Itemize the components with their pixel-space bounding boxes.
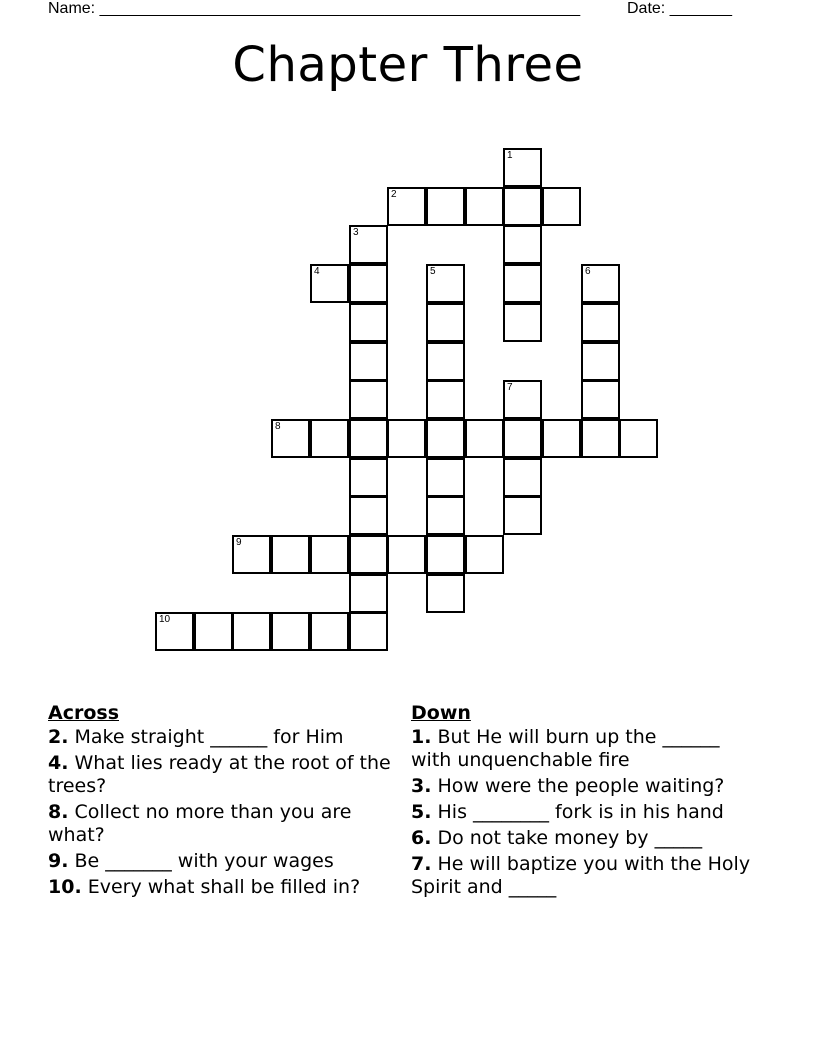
clue-number: 2. — [48, 726, 69, 748]
grid-cell[interactable] — [349, 496, 388, 535]
grid-cell[interactable] — [426, 264, 465, 303]
grid-cell[interactable] — [465, 419, 504, 458]
grid-cell[interactable] — [310, 612, 349, 651]
clue-number: 5. — [411, 801, 432, 823]
cell-number: 2 — [391, 189, 397, 200]
across-clue — [48, 752, 400, 798]
grid-cell[interactable] — [349, 458, 388, 497]
grid-cell[interactable] — [349, 419, 388, 458]
across-clue — [48, 876, 400, 899]
clue-number: 10. — [48, 876, 82, 898]
grid-cell[interactable] — [503, 419, 542, 458]
grid-cell[interactable] — [503, 264, 542, 303]
clue-text: Make straight ______ for Him — [74, 726, 344, 748]
clue-number: 3. — [411, 775, 432, 797]
clue-number: 7. — [411, 853, 432, 875]
across-clue — [48, 801, 400, 847]
clue-number: 4. — [48, 752, 69, 774]
grid-cell[interactable] — [465, 535, 504, 574]
grid-cell[interactable] — [503, 187, 542, 226]
grid-cell[interactable] — [387, 419, 426, 458]
across-clue — [48, 726, 400, 749]
across-heading: Across — [48, 702, 120, 724]
grid-cell[interactable] — [503, 380, 542, 419]
clue-text: What lies ready at the root of the trees? — [48, 752, 391, 797]
grid-cell[interactable] — [426, 535, 465, 574]
cell-number: 3 — [353, 227, 359, 238]
grid-cell[interactable] — [581, 264, 620, 303]
grid-cell[interactable] — [349, 535, 388, 574]
down-clue — [411, 827, 751, 850]
clue-number: 8. — [48, 801, 69, 823]
grid-cell[interactable] — [503, 148, 542, 187]
grid-cell[interactable] — [503, 496, 542, 535]
clue-number: 9. — [48, 850, 69, 872]
grid-cell[interactable] — [503, 303, 542, 342]
grid-cell[interactable] — [503, 458, 542, 497]
grid-cell[interactable] — [581, 303, 620, 342]
grid-cell[interactable] — [387, 187, 426, 226]
down-clues — [411, 702, 751, 902]
cell-number: 8 — [275, 421, 281, 432]
grid-cell[interactable] — [232, 612, 271, 651]
grid-cell[interactable] — [232, 535, 271, 574]
across-clue — [48, 850, 400, 873]
clue-number: 1. — [411, 726, 432, 748]
grid-cell[interactable] — [426, 380, 465, 419]
clue-text: Every what shall be filled in? — [87, 876, 361, 898]
grid-cell[interactable] — [349, 612, 388, 651]
grid-cell[interactable] — [155, 612, 194, 651]
grid-cell[interactable] — [542, 419, 581, 458]
down-clue — [411, 801, 751, 824]
grid-cell[interactable] — [426, 419, 465, 458]
grid-cell[interactable] — [465, 187, 504, 226]
grid-cell[interactable] — [619, 419, 658, 458]
cell-number: 1 — [507, 150, 513, 161]
grid-cell[interactable] — [349, 264, 388, 303]
cell-number: 5 — [430, 266, 436, 277]
cell-number: 9 — [236, 537, 242, 548]
grid-cell[interactable] — [581, 380, 620, 419]
grid-cell[interactable] — [426, 458, 465, 497]
cell-number: 6 — [585, 266, 591, 277]
grid-cell[interactable] — [310, 535, 349, 574]
grid-cell[interactable] — [581, 419, 620, 458]
grid-cell[interactable] — [426, 303, 465, 342]
grid-cell[interactable] — [581, 342, 620, 381]
grid-cell[interactable] — [426, 187, 465, 226]
grid-cell[interactable] — [426, 574, 465, 613]
grid-cell[interactable] — [349, 225, 388, 264]
clue-text: Be _______ with your wages — [74, 850, 334, 872]
name-field[interactable]: Name: ______________________________________________________ — [48, 0, 581, 17]
across-clues — [48, 702, 400, 902]
clue-number: 6. — [411, 827, 432, 849]
clue-text: How were the people waiting? — [437, 775, 725, 797]
clue-text: Collect no more than you are what? — [48, 801, 352, 846]
down-clue — [411, 775, 751, 798]
clue-text: He will baptize you with the Holy Spirit and _____ — [411, 853, 751, 898]
grid-cell[interactable] — [349, 574, 388, 613]
down-heading: Down — [411, 702, 471, 724]
cell-number: 7 — [507, 382, 513, 393]
cell-number: 10 — [159, 614, 171, 625]
grid-cell[interactable] — [310, 264, 349, 303]
grid-cell[interactable] — [349, 303, 388, 342]
grid-cell[interactable] — [349, 342, 388, 381]
date-field[interactable]: Date: _______ — [627, 0, 732, 17]
grid-cell[interactable] — [426, 496, 465, 535]
grid-cell[interactable] — [310, 419, 349, 458]
clue-text: His ________ fork is in his hand — [437, 801, 724, 823]
grid-cell[interactable] — [271, 419, 310, 458]
clue-text: But He will burn up the ______ with unquenchable fire — [411, 726, 720, 771]
grid-cell[interactable] — [387, 535, 426, 574]
page-title: Chapter Three — [232, 37, 584, 93]
grid-cell[interactable] — [271, 535, 310, 574]
grid-cell[interactable] — [426, 342, 465, 381]
grid-cell[interactable] — [542, 187, 581, 226]
grid-cell[interactable] — [503, 225, 542, 264]
down-clue — [411, 853, 751, 899]
clue-text: Do not take money by _____ — [437, 827, 703, 849]
down-clue — [411, 726, 751, 772]
grid-cell[interactable] — [349, 380, 388, 419]
cell-number: 4 — [314, 266, 320, 277]
grid-cell[interactable] — [194, 612, 233, 651]
grid-cell[interactable] — [271, 612, 310, 651]
